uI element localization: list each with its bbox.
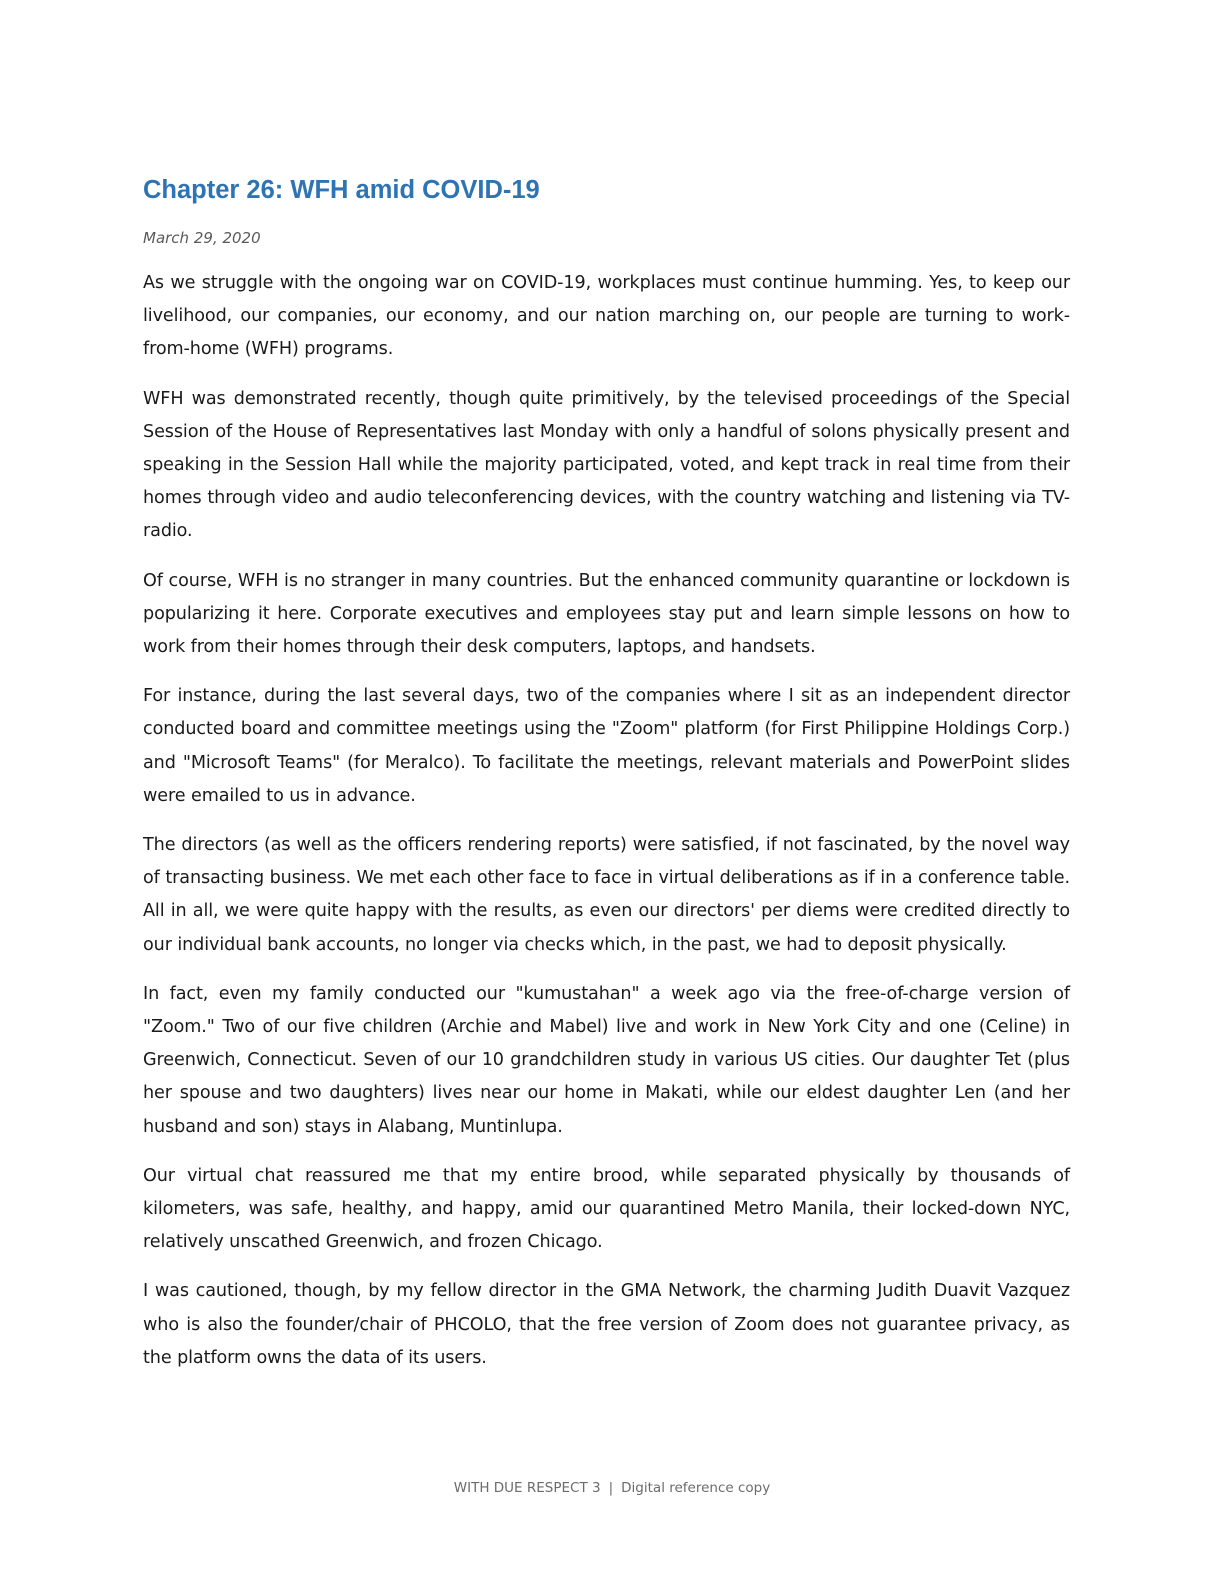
paragraph: In fact, even my family conducted our "kumustahan" a week ago via the free-of-charge version of "Zoom." Two of our five children (Archie and Mabel) live and work in New York City and one (Celine) in Greenwich, Connecticut. Seven of our 10 grandchildren study in various US cities. Our daughter Tet (plus her spouse and two daughters) lives near our home in Makati, while our eldest daughter Len (and her husband and son) stays in Alabang, Muntinlupa. [143,983,1070,1137]
footer-separator: | [608,1480,614,1496]
chapter-title: Chapter 26: WFH amid COVID-19 [143,176,540,204]
paragraph: Of course, WFH is no stranger in many countries. But the enhanced community quarantine or lockdown is popularizing it here. Corporate executives and employees stay put and learn simple lessons on how to work from their homes through their desk computers, laptops, and handsets. [143,570,1070,658]
paragraph: I was cautioned, though, by my fellow director in the GMA Network, the charming Judith Duavit Vazquez who is also the founder/chair of PHCOLO, that the free version of Zoom does not guarantee privacy, as the platform owns the data of its users. [143,1281,1070,1368]
footer-book-page: WITH DUE RESPECT 3 [453,1480,601,1496]
paragraph: As we struggle with the ongoing war on COVID-19, workplaces must continue humming. Yes, to keep our livelihood, our companies, our economy, and our nation marching on, our people are turning to work-from-home (WFH) programs. [143,273,1070,360]
paragraph: WFH was demonstrated recently, though quite primitively, by the televised proceedings of the Special Session of the House of Representatives last Monday with only a handful of solons physically present and speaking in the Session Hall while the majority participated, voted, and kept track in real time from their homes through video and audio teleconferencing devices, with the country watching and listening via TV-radio. [143,388,1070,542]
page-content [143,168,1070,1391]
paragraph: The directors (as well as the officers rendering reports) were satisfied, if not fascinated, by the novel way of transacting business. We met each other face to face in virtual deliberations as if in a conference table. All in all, we were quite happy with the results, as even our directors' per diems were credited directly to our individual bank accounts, no longer via checks which, in the past, we had to deposit physically. [143,835,1070,955]
paragraph: Our virtual chat reassured me that my entire brood, while separated physically by thousands of kilometers, was safe, healthy, and happy, amid our quarantined Metro Manila, their locked-down NYC, relatively unscathed Greenwich, and frozen Chicago. [143,1165,1070,1253]
chapter-date: March 29, 2020 [143,229,261,247]
page-footer [0,1478,1224,1498]
paragraph: For instance, during the last several days, two of the companies where I sit as an independent director conducted board and committee meetings using the "Zoom" platform (for First Philippine Holdings Corp.) and "Microsoft Teams" (for Meralco). To facilitate the meetings, relevant materials and PowerPoint slides were emailed to us in advance. [143,686,1070,806]
footer-note: Digital reference copy [621,1480,771,1496]
chapter-body [143,267,1070,1375]
